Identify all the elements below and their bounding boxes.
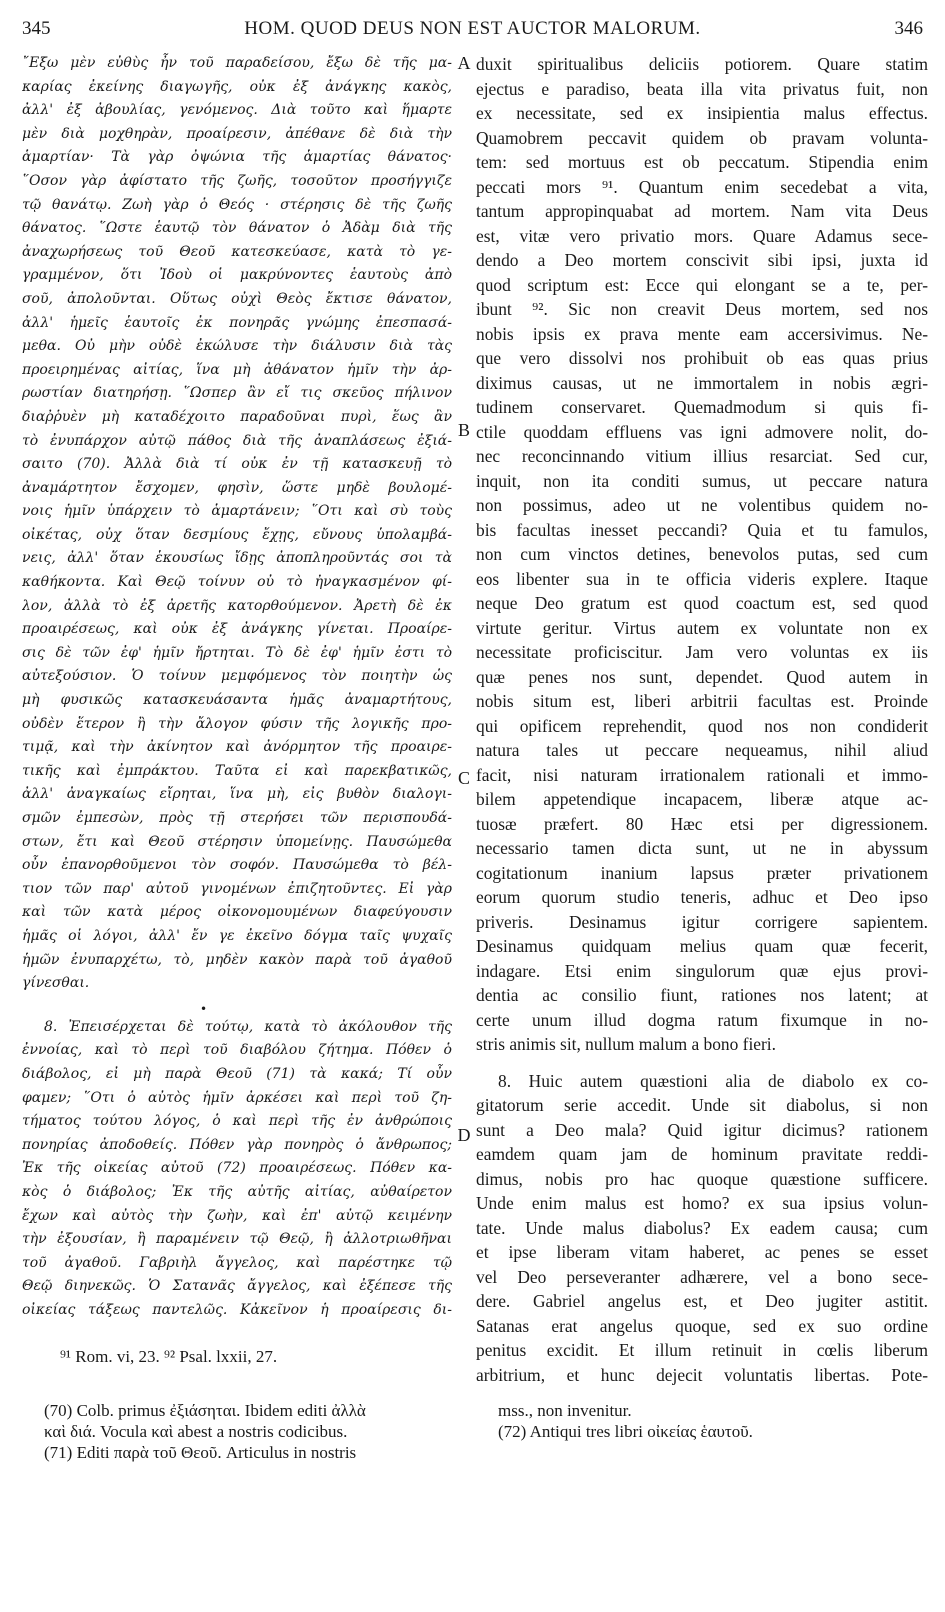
text-line: προειρημένας αἰτίας, ἵνα μὴ ἀθάνατον ἡμῖν τὴν ἀρ-	[22, 361, 452, 378]
text-line: eorum quorum studio teneris, adhuc et Deo ipso	[476, 887, 928, 907]
note-line: mss., non invenitur.	[498, 1401, 632, 1420]
text-line: facit, nisi naturam irrationalem rationali et immo-	[476, 764, 928, 785]
text-line: eamdem quam jam de hominum pravitate reddi-	[476, 1144, 928, 1164]
text-line: διαῤῥυὲν μὴ καταδέχοιτο παραδοῦναι πυρὶ, ἕως ἂν	[22, 408, 452, 425]
text-line: οἰκείας τάξεως παντελῶς. Κἀκεῖνον ἡ προαίρεσις δι-	[22, 1301, 452, 1318]
text-line: tem: sed mortuus est ob peccatum. Stipendia enim	[476, 152, 928, 172]
text-line: Satanas erat angelus quoque, sed ex suo ordine	[476, 1315, 928, 1336]
text-line: dentia ac consilio fiunt, rationes nos latent; at	[476, 985, 928, 1005]
text-line: ἀναμάρτητον ἔσχομεν, φησὶν, ὥστε μηδὲ βουλομέ-	[22, 479, 452, 496]
text-line: στων, ἔτι καὶ Θεοῦ στέρησιν ὑπομείνῃς. Παυσώμεθα	[22, 833, 452, 850]
text-line: καὶ τῶν κατὰ μέρος οἰκονομουμένων διαφεύγουσιν	[22, 904, 452, 921]
text-line: σμῶν ἐμπεσὼν, πρὸς τῇ στερήσει τῶν περισπουδά-	[22, 810, 452, 826]
greek-paragraph-2	[22, 1016, 452, 1323]
text-line: ἔχων καὶ αὐτὸς τὴν ζωὴν, καὶ ἐπ' αὐτῷ κειμένην	[22, 1207, 452, 1224]
text-line: 8. Huic autem quæstioni alia de diabolo ex co-	[498, 1070, 928, 1091]
text-line: οὖν ἐπανορθοῦμενοι τὸν σοφόν. Παυσώμεθα τὸ βέλ-	[22, 857, 452, 874]
note-line: (70) Colb. primus ἐξιάσηται. Ibidem editi ἀλλὰ	[44, 1401, 366, 1420]
text-line: qui opificem reprehendit, quod nos non condiderit	[476, 715, 928, 736]
margin-letter-d: D	[457, 1125, 471, 1145]
text-line: τὴν ἐξουσίαν, ἢ παραμένειν τῷ Θεῷ, ἢ ἀλλοτριωθῆναι	[22, 1231, 452, 1248]
text-line: Desinamus quidquam melius quam quæ fecerit,	[476, 936, 928, 956]
text-line: arbitrium, et hunc dejecit voluntatis libertas. Pote-	[476, 1364, 928, 1385]
text-line: τῷ θανάτῳ. Ζωὴ γὰρ ὁ Θεός · στέρησις δὲ τῆς ζωῆς	[22, 196, 452, 213]
critical-notes-right	[498, 1400, 918, 1442]
text-line: peccati mors ⁹¹. Quantum enim secedebat a vita,	[476, 176, 928, 197]
text-line: τήματος τούτου λόγος, ὁ καὶ περὶ τῆς ἐν ἀνθρώποις	[22, 1113, 452, 1130]
text-line: ex necessitate, sed ex insipientia malus effectus.	[476, 103, 928, 123]
text-line: cogitationum inanium lapsus præter privationem	[476, 862, 928, 883]
text-line: τὸ ἐνυπάρχον αὐτῷ πάθος διὰ τῆς ἀναπλάσεως ἐξιά-	[22, 432, 452, 449]
text-line: ibunt ⁹². Sic non creavit Deus mortem, sed nos	[476, 299, 928, 319]
separator-dot: •	[200, 1001, 208, 1016]
text-line: Ἐκ τῆς οἰκείας αὐτοῦ (72) προαιρέσεως. Πόθεν κα-	[22, 1160, 452, 1177]
text-line: νεις, ἀλλ' ὅταν ἑκουσίως ἴδῃς ἀποπληροῦντάς σοι τὰ	[22, 550, 452, 567]
text-line: nec reconcinnando vitium illius resarciat. Sed cur,	[476, 446, 928, 466]
text-line: nobis situm est, liberi arbitrii facultas est. Proinde	[476, 691, 928, 711]
scripture-footnotes: ⁹¹ Rom. vi, 23. ⁹² Psal. lxxii, 27.	[60, 1347, 278, 1366]
text-line: necessario tamen dicta sunt, ut ne in abyssum	[476, 838, 928, 858]
text-line: γραμμένον, ὅτι Ἰδοὺ οἱ μακρύνοντες ἑαυτοὺς ἀπὸ	[22, 267, 452, 284]
text-line: non cum vinctos detines, benevolos putas, sed cum	[476, 544, 928, 564]
margin-letter-c: C	[457, 768, 470, 788]
text-line: nobis ipsis ex prava mente eam accersivimus. Ne-	[476, 323, 928, 344]
text-line: penitus excidit. Et illum retinuit in cœlis liberum	[476, 1340, 928, 1360]
text-line: ἁμαρτίαν· Τὰ γὰρ ὀψώνια τῆς ἁμαρτίας θάνατος·	[22, 149, 452, 166]
text-line: τιον τῶν παρ' αὐτοῦ γινομένων ἐπιζητοῦντες. Εἰ γὰρ	[22, 880, 452, 897]
text-line: καθήκοντα. Καὶ Θεῷ τοίνυν οὐ τὸ ἠναγκασμένον φί-	[22, 574, 452, 591]
text-line: stris animis sit, nullum malum a bono fieri.	[476, 1034, 776, 1054]
text-line: tudinem conservaret. Quemadmodum si quis fi-	[476, 397, 928, 417]
running-header	[22, 18, 923, 42]
text-line: necessitate proficiscitur. Jam vero voluntas ex iis	[476, 642, 928, 662]
text-line: certe unum illud dogma ratum fixumque in no-	[476, 1009, 928, 1030]
text-line: eos libenter sua in te officia videris explere. Itaque	[476, 568, 928, 589]
text-line: tuosæ præfert. 80 Hæc etsi per digressionem.	[476, 813, 928, 834]
text-line: ἡμᾶς οἱ λόγοι, ἀλλ' ἔν γε ἐκεῖνο δόγμα ταῖς ψυχαῖς	[22, 927, 452, 944]
text-line: ἀλλ' ἐξ ἀβουλίας, γενόμενος. Διὰ τοῦτο καὶ ἥμαρτε	[22, 102, 452, 119]
text-line: bilem appetendique incapacem, liberæ atque ac-	[476, 789, 928, 809]
text-line: quæ penes nos sunt, dependet. Quod autem in	[476, 666, 928, 687]
greek-paragraph-1	[22, 52, 452, 996]
text-line: πονηρίας ἀποδοθείς. Πόθεν γὰρ πονηρὸς ὁ ἄνθρωπος;	[22, 1136, 452, 1153]
text-line: θάνατος. ῞Ωστε ἑαυτῷ τὸν θάνατον ὁ Ἀδὰμ διὰ τῆς	[22, 220, 452, 237]
text-line: προαιρέσεως, καὶ οὐκ ἐξ ἀνάγκης γίνεται. Προαίρε-	[22, 621, 452, 638]
text-line: quod scriptum est: Ecce qui elongant se a te, per-	[476, 274, 928, 295]
latin-column	[476, 52, 928, 1387]
note-line: καὶ διά. Vocula καὶ abest a nostris codicibus.	[44, 1422, 348, 1441]
text-line: ῎Εξω μὲν εὐθὺς ἦν τοῦ παραδείσου, ἔξω δὲ τῆς μα-	[22, 55, 452, 71]
text-line: bis facultas inesset peccandi? Quia et tu famulos,	[476, 519, 928, 540]
text-line: σις δὲ τῶν ἐφ' ἡμῖν ἤρτηται. Τὸ δὲ ἐφ' ἡμῖν ἐστι τὸ	[22, 644, 452, 661]
text-line: virtute geritur. Virtus autem ex voluntate non ex	[476, 617, 928, 638]
text-line: τοῦ ἀγαθοῦ. Γαβριὴλ ἄγγελος, καὶ παρέστηκε τῷ	[22, 1254, 452, 1271]
text-line: οὐδὲν ἕτερον ἢ τὴν ἄλογον φύσιν τῆς λογικῆς προ-	[22, 715, 452, 732]
text-line: Quamobrem peccavit quidem ob pravam volunta-	[476, 127, 928, 148]
text-line: duxit spiritualibus deliciis potiorem. Quare statim	[476, 54, 928, 74]
text-line: μὴ φυσικῶς κατασκευάσαντα ἡμᾶς ἀναμαρτήτους,	[22, 692, 452, 709]
text-line: indagare. Etsi enim singulorum quæ ejus provi-	[476, 960, 928, 981]
text-line: σαιτο (70). Ἀλλὰ διὰ τί οὐκ ἐν τῇ κατασκευῇ τὸ	[22, 456, 452, 473]
text-line: non possimus, adeo ut ne volentibus quidem no-	[476, 495, 928, 515]
text-line: priveris. Desinamus igitur corrigere sapientem.	[476, 911, 928, 932]
text-line: τικῆς καὶ ἐμπράκτου. Ταῦτα εἰ καὶ παρεκβατικῶς,	[22, 762, 452, 779]
text-line: dimus, nobis pro hac quoque quæstione sufficere.	[476, 1168, 928, 1189]
text-line: que vero dissolvi nos prohibuit ob eas quas prius	[476, 348, 928, 368]
text-line: μεθα. Οὐ μὴν οὐδὲ ἐκώλυσε τὴν διάλυσιν διὰ τὰς	[22, 338, 452, 355]
text-line: 8. Ἐπεισέρχεται δὲ τούτῳ, κατὰ τὸ ἀκόλουθον τῆς	[44, 1018, 452, 1035]
text-line: ἀλλ' ἀναγκαίως εἴρηται, ἵνα μὴ, εἰς βυθὸν διαλογι-	[22, 786, 452, 803]
text-line: νοις ἡμῖν ὑπάρχειν τὸ ἁμαρτάνειν; ῞Οτι καὶ σὺ τοὺς	[22, 503, 452, 520]
text-line: natura tales ut peccare nequeamus, nihil aliud	[476, 740, 928, 760]
text-line: μὲν διὰ μοχθηρὰν, προαίρεσιν, ἀπέθανε δὲ διὰ τὴν	[22, 125, 452, 142]
text-line: diximus causas, ut ne immortalem in nobis ægri-	[476, 372, 928, 393]
text-line: et ipse liberam vitam haberet, ac penes se esset	[476, 1242, 928, 1262]
text-line: neque Deo gratum est quod coactum est, sed quod	[476, 593, 928, 613]
text-line: λον, ἀλλὰ τὸ ἐξ ἀρετῆς κατορθούμενον. Ἀρετὴ δὲ ἐκ	[22, 597, 452, 614]
text-line: αὐτεξούσιον. Ὁ τοίνυν μεμφόμενος τὸν ποιητὴν ὡς	[22, 668, 452, 685]
margin-letter-b: B	[457, 420, 470, 440]
running-title: HOM. QUOD DEUS NON EST AUCTOR MALORUM.	[244, 18, 701, 39]
text-line: ἀναχωρήσεως τοῦ Θεοῦ κατεσκεύασε, κατὰ τὸ γε-	[22, 243, 452, 260]
text-line: ἀλλ' ἡμεῖς ἑαυτοῖς ἐκ πονηρᾶς γνώμης ἐπεσπασά-	[22, 314, 452, 331]
text-line: ejectus e paradiso, beata illa vita privatus fuit, non	[476, 78, 928, 99]
latin-paragraph-2	[476, 1069, 928, 1388]
text-line: ρωστίαν διατηρήσῃ. ῞Ωσπερ ἂν εἴ τις σκεῦος πήλινον	[22, 385, 452, 402]
text-line: ἡμῶν ἐνυπαρχέτω, τὸ, μηδὲν κακὸν παρὰ τοῦ ἀγαθοῦ	[22, 951, 452, 968]
margin-letter-a: A	[457, 53, 471, 73]
text-line: διάβολος, εἰ μὴ παρὰ Θεοῦ (71) τὰ κακά; Τί οὖν	[22, 1065, 452, 1082]
text-line: tantum appropinquabat ad mortem. Nam vita Deus	[476, 201, 928, 221]
text-line: dere. Gabriel angelus est, et Deo jugiter astitit.	[476, 1291, 928, 1311]
text-line: τιμᾷ, καὶ τὴν ἀκίνητον καὶ ἀνόρμητον τῆς προαιρε-	[22, 739, 452, 756]
text-line: οἰκέτας, οὐχ ὅταν δεσμίους ἔχῃς, εὔνους ὑπολαμβά-	[22, 526, 452, 543]
text-line: κὸς ὁ διάβολος; Ἐκ τῆς αὐτῆς αἰτίας, αὐθαίρετον	[22, 1183, 452, 1200]
section-separator	[22, 996, 452, 1016]
note-line: (71) Editi παρὰ τοῦ Θεοῦ. Articulus in nostris	[44, 1443, 357, 1462]
text-line: σοῦ, ἀπολοῦνται. Οὕτως οὐχὶ Θεὸς ἔκτισε θάνατον,	[22, 290, 452, 307]
page-number-left: 345	[22, 18, 51, 39]
text-line: φαμεν; ῞Οτι ὁ αὐτὸς ἡμῖν ἀρκέσει καὶ περὶ τοῦ ζη-	[22, 1089, 452, 1106]
text-line: καρίας ἐκείνης διαγωγῆς, οὐκ ἐξ ἀνάγκης κακὸς,	[22, 78, 452, 95]
text-line: gitatorum serie accedit. Unde sit diabolus, si non	[476, 1095, 928, 1115]
note-line: (72) Antiqui tres libri οἰκείας ἑαυτοῦ.	[498, 1422, 753, 1441]
text-line: ctile quoddam effluens vas igni admovere nolit, do-	[476, 421, 928, 442]
text-line: vel Deo perseveranter adhærere, vel a bono sece-	[476, 1266, 928, 1287]
greek-column	[22, 52, 452, 1322]
text-line: dendo a Deo mortem conscivit sibi ipsi, juxta id	[476, 250, 928, 270]
page-number-right: 346	[894, 18, 923, 39]
text-line: inquit, non ita conditi sumus, ut peccare natura	[476, 470, 928, 491]
text-line: γίνεσθαι.	[22, 975, 90, 992]
text-line: sunt a Deo mala? Quid igitur dicimus? rationem	[476, 1119, 928, 1140]
text-line: Unde enim malus est homo? ex sua ipsius volun-	[476, 1193, 928, 1213]
latin-paragraph-1	[476, 52, 928, 1057]
text-line: est, vitæ vero privatio mors. Quare Adamus sece-	[476, 225, 928, 246]
text-line: Θεῷ διηνεκῶς. Ὁ Σατανᾶς ἄγγελος, καὶ ἐξέπεσε τῆς	[22, 1278, 452, 1295]
text-line: ἐννοίας, καὶ τὸ περὶ τοῦ διαβόλου ζήτημα. Πόθεν ὁ	[22, 1042, 452, 1059]
critical-notes-left	[44, 1400, 464, 1463]
text-line: tate. Unde malus diabolus? Ex eadem causa; cum	[476, 1217, 928, 1238]
text-line: ῞Οσον γὰρ ἀφίστατο τῆς ζωῆς, τοσοῦτον προσήγγιζε	[22, 172, 452, 189]
